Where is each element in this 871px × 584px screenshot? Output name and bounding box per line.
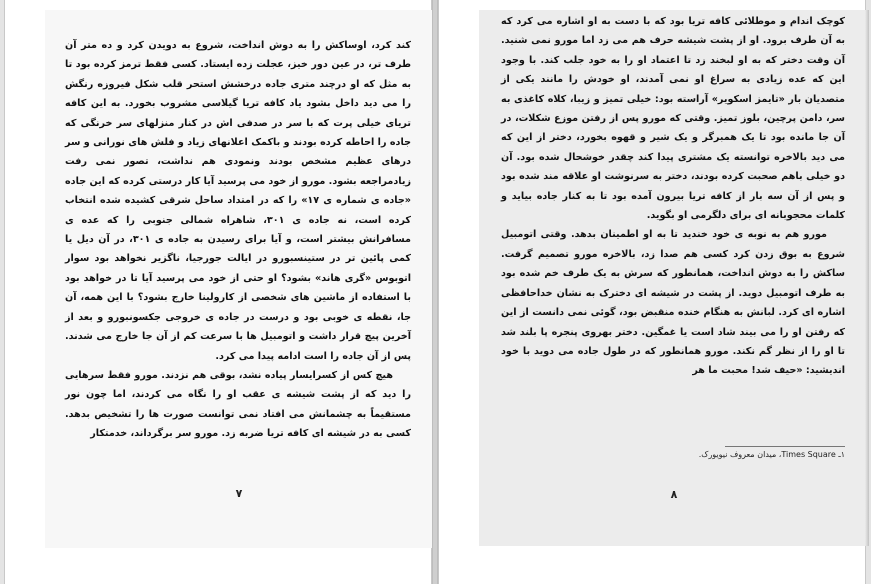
- page-edge-shadow: [865, 10, 869, 546]
- page-pane-right: [438, 0, 866, 584]
- scanned-page-7: [45, 10, 433, 548]
- footnote: ۱ـ Times Square، میدان معروف نیویورک.: [698, 450, 845, 459]
- paragraph: کوچک اندام و موطلائی کافه تریا بود که با دست به او اشاره می کرد که به آن طرف برود. او از پشت شیشه حرف هم می زد اما مورو نمی شنید. آن وقت دختر که به او لبخند زد تا اعتماد او را به خود جلب کند. با وجود این که عده زیادی به سراغ او نمی آمدند، او خودش را مانند یکی از متصدیان بار «تایمز اسکویر» آراسته بود: خیلی تمیز و زیبا، کلاه کاغذی به سر، دامن پرچین، بلوز تمیز. وقتی که مورو پس از رفتن موزع شکلات، در آن جا مانده بود تا یک همبرگر و یک شیر و قهوه بخورد، دختر از این که می دید بالاخره توانسته یک مشتری پیدا کند چقدر خوشحال شده بود. آن دو خیلی باهم صحبت کرده بودند، دختر به سرنوشت او علاقه مند شده بود و پس از آن سه بار از کافه تریا بیرون آمده بود تا به کنار جاده بیاید و کلمات محجوبانه ای برای دلگرمی او بگوید.: [501, 16, 845, 222]
- paragraph: کند کرد، اوساکش را به دوش انداخت، شروع به دویدن کرد و ده متر آن طرف تر، در عین دور خیز، عجلت زده ایستاد. کسی فقط ترمز کرده بود تا به مثل که او درچند متری جاده درخشش استحر قلب شکل فیروزه رنگش را می دید داخل بشود یاد کافه تریا گیلاسی مشروب بخورد. به این کافه تریای خیلی پرت که با سر در صدفی اش در کنار منزلهای سر خرنگی که جاده را احاطه کرده بودند و باکمک اعلانهای زیاد و فلش های نورانی و سر درهای عظیم مشخص بودند ونمودی هم نداشت، تصور نمی رفت زیادمراجعه بشود. مورو از خود می پرسید آیا کار درستی کرده که این جاده «جاده ی شماره ی ۱۷» را که در امتداد ساحل شرقی کشیده شده انتخاب کرده است، نه جاده ی ۳۰۱، شاهراه شمالی جنوبی را که عده ی مسافرانش بیشتر است، و آیا برای رسیدن به جاده ی ۳۰۱، در آن دیل یا کمی پائین تر در ستینسبورو در ایالت جورجیا، ناگزیر نخواهد بود سوار اتوبوس «گری هاند» بشود؟ او حتی از خود می پرسید آیا تا در خواهد بود با استفاده از ماشین های شخصی از کارولینا خارج بشود؟ با این همه، آن جا، نقطه ی خوبی بود و درست در جاده ی خروجی جکسونبورو و بعد از آخرین پیچ قرار داشت و اتومبیل ها با سرعت کم از آن جا خارج می شدند. پس از آن جاده را است ادامه پیدا می کرد.: [65, 40, 411, 362]
- page-body: [501, 12, 845, 381]
- page-pane-left: [4, 0, 432, 584]
- page-number: ۷: [235, 487, 243, 500]
- paragraph: هیچ کس از کسرایسار پیاده نشد، بوقی هم نزدند. مورو فقط سرهایی را دید که از پشت شیشه ی عقب او را نگاه می کردند، اما چون نور مستقیماً به چشمانش می افتاد نمی توانست صورت ها را تشخیص بدهد. کسی به در شیشه ای کافه تریا ضربه زد. مورو سر برگرداند، خدمتکار: [65, 369, 411, 440]
- page-number: ۸: [670, 488, 678, 501]
- page-body: [65, 36, 411, 444]
- scanned-page-8: [479, 10, 869, 546]
- footnote-rule: [725, 446, 845, 447]
- paragraph: مورو هم به نوبه ی خود خندید تا به او اطمینان بدهد. وقتی اتومبیل شروع به بوق زدن کرد کسی هم صدا زد، بالاخره مورو تصمیم گرفت. ساکش را به دوش انداخت، همانطور که سرش به یک طرف خم شده بود به طرف اتومبیل دوید. از پشت در شیشه ای دخترک به نشان خداحافظی اشاره ای کرد. لبانش به هنگام خنده منقبض بود، گوئی نمی دانست از این که رفتن او را می بیند شاد است یا غمگین. دختر بهروی پنجره پا بلند شد تا او را از نظر گم نکند. مورو همانطور که در طول جاده می دوید با خود اندیشید: «حیف شد! محبت ما هر: [501, 229, 845, 377]
